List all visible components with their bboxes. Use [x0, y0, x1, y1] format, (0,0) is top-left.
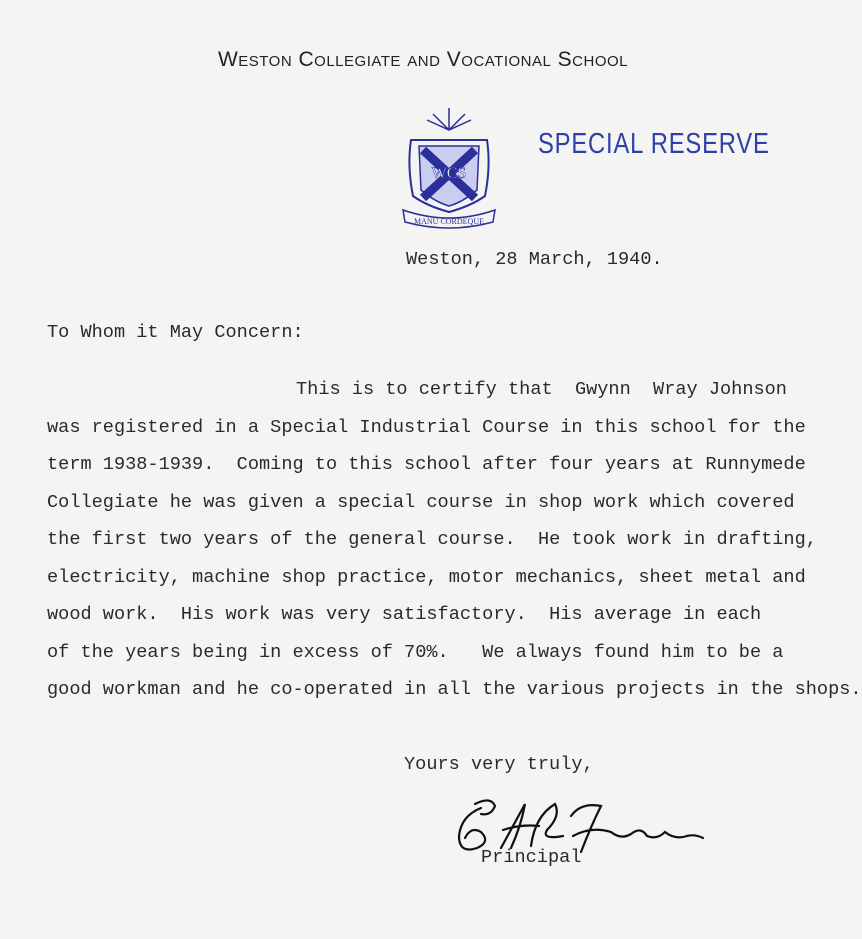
body-line: was registered in a Special Industrial Course in this school for the: [47, 417, 806, 438]
body-line: the first two years of the general course. He took work in drafting,: [47, 529, 817, 550]
body-line: electricity, machine shop practice, motor mechanics, sheet metal and: [47, 567, 806, 588]
salutation: To Whom it May Concern:: [47, 322, 304, 343]
crest-motto: MANU CORDEQUE: [414, 217, 485, 226]
body-line: of the years being in excess of 70%. We always found him to be a: [47, 642, 784, 663]
signatory-title: Principal: [481, 847, 582, 868]
body-line: good workman and he co-operated in all the various projects in the shops.: [47, 679, 862, 700]
body-line: term 1938-1939. Coming to this school after four years at Runnymede: [47, 454, 806, 475]
body-line: wood work. His work was very satisfactory. His average in each: [47, 604, 762, 625]
special-reserve-stamp: SPECIAL RESERVE: [538, 128, 770, 160]
body-line: This is to certify that Gwynn Wray Johnson: [296, 379, 787, 400]
school-letterhead: Weston Collegiate and Vocational School: [217, 48, 629, 71]
body-line: Collegiate he was given a special course in shop work which covered: [47, 492, 795, 513]
closing: Yours very truly,: [404, 754, 594, 775]
date-line: Weston, 28 March, 1940.: [406, 249, 663, 270]
school-crest: [378, 88, 501, 239]
svg-text:WCS: WCS: [431, 165, 467, 182]
